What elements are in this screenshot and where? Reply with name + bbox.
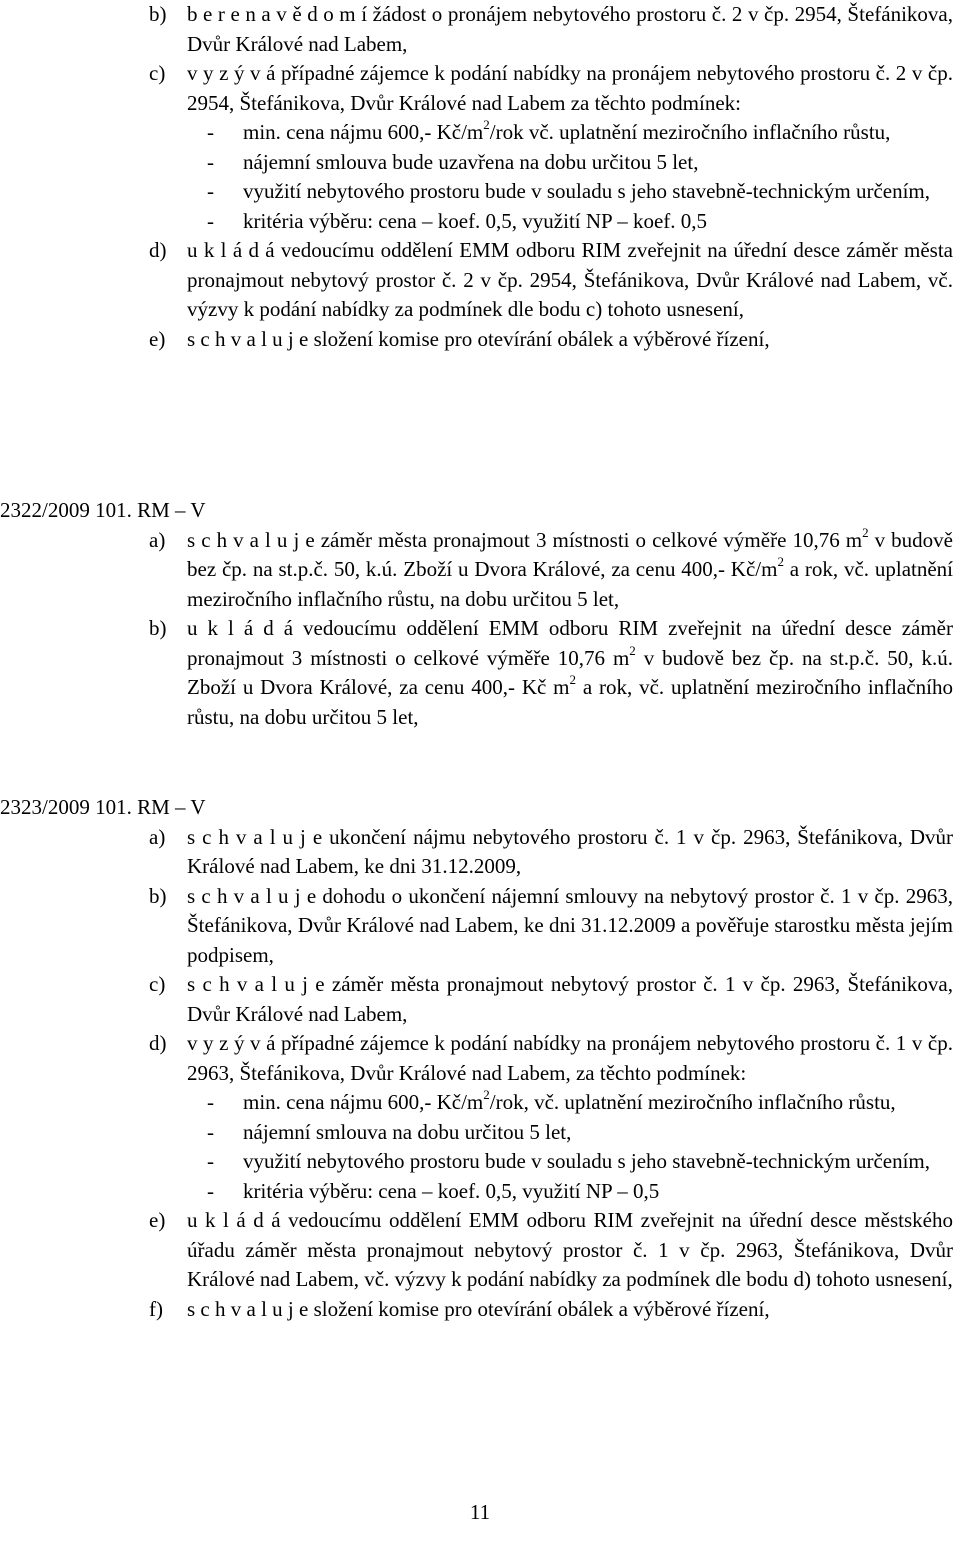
dash-marker: - — [207, 208, 214, 233]
item-keyword: s c h v a l u j e — [187, 972, 325, 996]
item-label: b) — [149, 883, 167, 908]
dash-marker: - — [207, 120, 214, 144]
item-text: dohodu o ukončení nájemní smlouvy na nebytový prostor č. 1 v čp. 2963, Štefánikova, Dvůr Králové nad Labem, ke dni 31.12.2009 a pověřuje starostku města jejím podpisem, — [187, 883, 953, 967]
item-e — [0, 1206, 960, 1295]
item-text: ukončení nájmu nebytového prostoru č. 1 v čp. 2963, Štefánikova, Dvůr Králové nad Labem, ke dni 31.12.2009, — [187, 824, 953, 878]
condition-text: využití nebytového prostoru bude v souladu s jeho stavebně-technickým určením, — [243, 179, 931, 203]
condition-item — [0, 1088, 960, 1118]
superscript: 2 — [862, 524, 869, 540]
page-number: 11 — [469, 1500, 491, 1524]
item-label: c) — [149, 972, 166, 996]
resolution-header: 2322/2009 101. RM – V — [0, 498, 206, 522]
condition-text: kritéria výběru: cena – koef. 0,5, využití NP – koef. 0,5 — [243, 208, 708, 233]
item-b — [0, 882, 960, 971]
item-label: e) — [149, 1208, 166, 1232]
item-c — [0, 59, 960, 118]
condition-text: /rok vč. uplatnění meziročního inflačního růstu, — [489, 120, 891, 144]
condition-text: min. cena nájmu 600,- Kč/m — [243, 120, 484, 144]
condition-item — [0, 1147, 960, 1177]
item-d — [0, 1029, 960, 1088]
superscript: 2 — [569, 672, 576, 687]
item-text: a rok, vč. uplatnění meziročního inflačního růstu, na dobu určitou 5 let, — [187, 557, 954, 611]
item-keyword: s c h v a l u j e — [187, 1296, 309, 1321]
item-label: d) — [149, 238, 167, 262]
item-text: a rok, vč. uplatnění meziročního inflačního růstu, na dobu určitou 5 let, — [187, 675, 953, 729]
dash-marker: - — [207, 1178, 214, 1203]
resolution-header: 2323/2009 101. RM – V — [0, 795, 206, 819]
item-label: f) — [149, 1296, 163, 1321]
dash-marker: - — [207, 149, 214, 174]
item-text: vedoucímu oddělení EMM odboru RIM zveřejnit na úřední desce záměr pronajmout 3 místnosti o celkové výměře 10,76 m — [187, 616, 953, 670]
superscript: 2 — [483, 1087, 490, 1102]
superscript: 2 — [777, 554, 784, 569]
item-keyword: v y z ý v á — [187, 1031, 276, 1055]
condition-item — [0, 118, 960, 148]
item-text: žádost o pronájem nebytového prostoru č. 2 v čp. 2954, Štefánikova, Dvůr Králové nad Labem, — [187, 2, 953, 56]
item-text: složení komise pro otevírání obálek a výběrové řízení, — [308, 326, 770, 351]
item-keyword: s c h v a l u j e — [187, 527, 315, 552]
item-text: v budově bez čp. na st.p.č. 50, k.ú. Zboží u Dvora Králové, za cenu 400,- Kč/m — [187, 527, 953, 581]
item-label: a) — [149, 824, 166, 849]
condition-item — [0, 1118, 960, 1148]
condition-item — [0, 177, 960, 207]
item-label: b) — [149, 616, 167, 640]
item-keyword: s c h v a l u j e — [187, 326, 309, 351]
item-text: vedoucímu oddělení EMM odboru RIM zveřejnit na úřední desce městského úřadu záměr města pronajmout nebytový prostor č. 1 v čp. 2963, Štefánikova, Dvůr Králové nad Labem, vč. výzvy k podání nabídky za podmínek dle bodu d) tohoto usnesení, — [187, 1208, 953, 1291]
condition-text: nájemní smlouva na dobu určitou 5 let, — [243, 1119, 572, 1144]
item-label: b) — [149, 2, 167, 26]
item-c — [0, 970, 960, 1029]
resolution-2322 — [0, 496, 960, 732]
item-text: záměr města pronajmout 3 místnosti o celkové výměře 10,76 m — [314, 527, 863, 552]
item-text: případné zájemce k podání nabídky na pronájem nebytového prostoru č. 1 v čp. 2963, Štefánikova, Dvůr Králové nad Labem, za těchto podmínek: — [187, 1031, 953, 1085]
item-label: a) — [149, 527, 166, 552]
resolution-2323 — [0, 793, 960, 1324]
item-text: vedoucímu oddělení EMM odboru RIM zveřejnit na úřední desce záměr města pronajmout nebytový prostor č. 2 v čp. 2954, Štefánikova, Dvůr Králové nad Labem, vč. výzvy k podání nabídky za podmínek dle bodu c) tohoto usnesení, — [187, 238, 953, 321]
item-e — [0, 325, 960, 355]
item-text: záměr města pronajmout nebytový prostor č. 1 v čp. 2963, Štefánikova, Dvůr Králové nad Labem, — [187, 972, 953, 1026]
condition-text: min. cena nájmu 600,- Kč/m — [243, 1090, 484, 1114]
condition-text: nájemní smlouva bude uzavřena na dobu určitou 5 let, — [243, 149, 699, 174]
item-keyword: u k l á d á — [187, 238, 275, 262]
item-d — [0, 236, 960, 325]
superscript: 2 — [483, 117, 490, 132]
item-keyword: b e r e n a v ě d o m í — [187, 2, 368, 26]
item-text: v budově bez čp. na st.p.č. 50, k.ú. Zboží u Dvora Králové, za cenu 400,- Kč m — [187, 645, 953, 699]
item-label: d) — [149, 1031, 167, 1055]
condition-item — [0, 207, 960, 237]
condition-text: /rok, vč. uplatnění meziročního inflačního růstu, — [489, 1090, 896, 1114]
item-keyword: s c h v a l u j e — [187, 824, 323, 849]
dash-marker: - — [207, 1090, 214, 1114]
condition-item — [0, 148, 960, 178]
item-f — [0, 1295, 960, 1325]
dash-marker: - — [207, 179, 214, 203]
item-text: případné zájemce k podání nabídky na pronájem nebytového prostoru č. 2 v čp. 2954, Štefánikova, Dvůr Králové nad Labem za těchto podmínek: — [187, 61, 953, 115]
item-keyword: u k l á d á — [187, 616, 294, 640]
condition-text: využití nebytového prostoru bude v souladu s jeho stavebně-technickým určením, — [243, 1149, 931, 1173]
condition-item — [0, 1177, 960, 1207]
item-keyword: v y z ý v á — [187, 61, 276, 85]
resolution-continuation — [0, 0, 960, 354]
superscript: 2 — [629, 642, 636, 658]
item-label: e) — [149, 326, 166, 351]
item-b — [0, 0, 960, 59]
condition-text: kritéria výběru: cena – koef. 0,5, využití NP – 0,5 — [243, 1178, 660, 1203]
item-a — [0, 823, 960, 882]
item-text: složení komise pro otevírání obálek a výběrové řízení, — [308, 1296, 770, 1321]
item-keyword: u k l á d á — [187, 1208, 281, 1232]
item-keyword: s c h v a l u j e — [187, 883, 317, 908]
dash-marker: - — [207, 1119, 214, 1144]
dash-marker: - — [207, 1149, 214, 1173]
item-a — [0, 526, 960, 615]
item-label: c) — [149, 61, 166, 85]
item-b — [0, 614, 960, 732]
